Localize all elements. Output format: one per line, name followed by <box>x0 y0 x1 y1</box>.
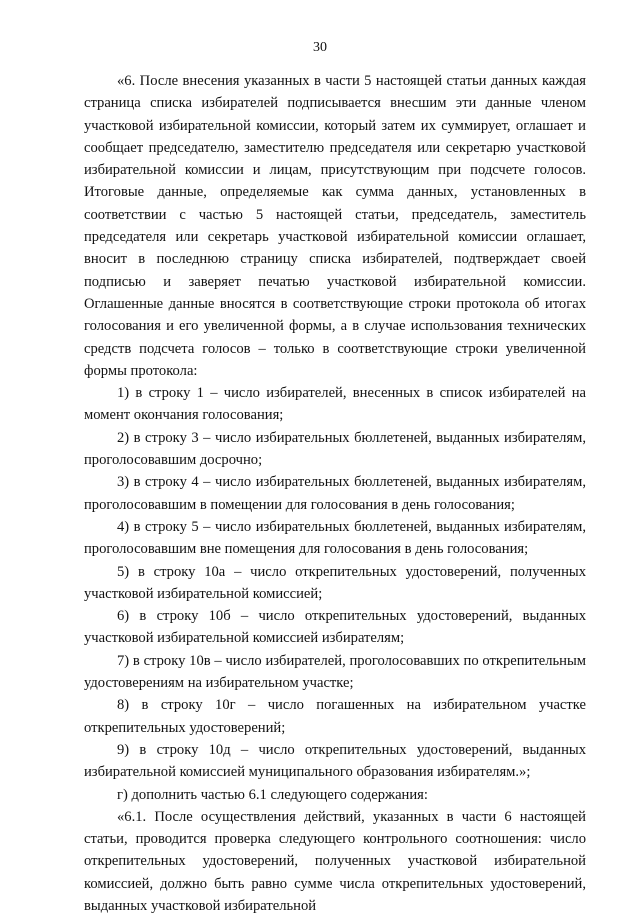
list-item-6: 6) в строку 10б – число открепительных удостоверений, выданных участковой избирательной комиссией избирателям; <box>84 608 586 647</box>
list-item-3: 3) в строку 4 – число избирательных бюллетеней, выданных избирателям, проголосовавшим в помещении для голосования в день голосования; <box>84 474 586 513</box>
paragraph-amendment-g: г) дополнить частью 6.1 следующего содержания: <box>117 786 428 803</box>
list-item-2: 2) в строку 3 – число избирательных бюллетеней, выданных избирателям, проголосовавшим досрочно; <box>84 429 586 469</box>
list-item-8: 8) в строку 10г – число погашенных на избирательном участке открепительных удостоверений; <box>84 697 586 736</box>
page-number: 30 <box>313 40 327 55</box>
list-item-1: 1) в строку 1 – число избирателей, внесенных в список избирателей на момент окончания голосования; <box>84 385 586 424</box>
list-item-9: 9) в строку 10д – число открепительных удостоверений, выданных избирательной комиссией муниципального образования избирателям.»; <box>84 741 586 781</box>
paragraph-part-6: «6. После внесения указанных в части 5 настоящей статьи данных каждая страница списка избирателей подписывается внесшим эти данные членом участковой избирательной комиссии, который затем их суммирует, оглашает и сообщает председателю, заместителю председателя или секретарю участковой избирательной комиссии и лицам, присутствующим при подсчете голосов. Итоговые данные, определяемые как сумма данных, установленных в соответствии с частью 5 настоящей статьи, председатель, заместитель председателя или секретарь участковой избирательной комиссии оглашает, вносит в последнюю страницу списка избирателей, подтверждает своей подписью и заверяет печатью участковой избирательной комиссии. Оглашенные данные вносятся в соответствующие строки протокола об итогах голосования и его увеличенной формы, а в случае использования технических средств подсчета голосов – только в соответствующие строки увеличенной формы протокола: <box>84 73 586 379</box>
paragraph-part-6-1: «6.1. После осуществления действий, указанных в части 6 настоящей статьи, проводится проверка следующего контрольного соотношения: число открепительных удостоверений, полученных участковой избирательной комиссией, должно быть равно сумме числа открепительных удостоверений, выданных участковой избирательной <box>84 808 586 914</box>
list-item-7: 7) в строку 10в – число избирателей, проголосовавших по открепительным удостоверениям на избирательном участке; <box>84 652 586 692</box>
list-item-4: 4) в строку 5 – число избирательных бюллетеней, выданных избирателям, проголосовавшим вне помещения для голосования в день голосования; <box>84 518 586 558</box>
document-body <box>84 70 586 917</box>
list-item-5: 5) в строку 10а – число открепительных удостоверений, полученных участковой избирательной комиссией; <box>84 563 586 602</box>
